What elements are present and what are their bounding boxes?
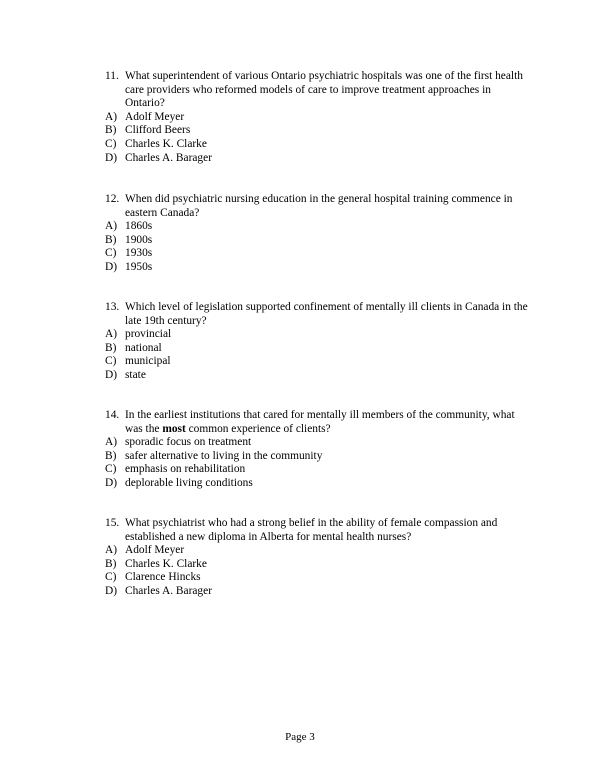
option-letter: B) [105, 449, 117, 462]
answer-option [105, 369, 555, 383]
answer-option [105, 124, 555, 138]
page-number: Page 3 [285, 731, 315, 743]
question-13 [105, 301, 555, 383]
question-text-end: common experience of clients? [185, 422, 331, 435]
option-text: Charles K. Clarke [125, 137, 207, 150]
answer-option [105, 477, 555, 491]
question-number: 11. [105, 70, 119, 82]
question-number: 15. [105, 517, 120, 529]
question-number: 14. [105, 409, 120, 421]
option-text: Adolf Meyer [125, 110, 185, 123]
answer-options [105, 544, 555, 598]
option-letter: A) [105, 220, 118, 233]
option-text: Charles A. Barager [125, 151, 212, 164]
answer-option [105, 261, 555, 275]
option-text: sporadic focus on treatment [125, 436, 252, 449]
option-text: 1930s [125, 247, 153, 260]
option-letter: B) [105, 557, 117, 570]
question-number: 13. [105, 301, 120, 313]
option-text: Clarence Hincks [125, 571, 201, 584]
answer-options [105, 436, 555, 490]
option-letter: D) [105, 584, 118, 597]
option-letter: C) [105, 463, 117, 476]
answer-option [105, 138, 555, 152]
option-text: 1860s [125, 220, 153, 233]
option-letter: C) [105, 355, 117, 368]
emphasis-word: most [162, 422, 186, 435]
answer-option [105, 247, 555, 261]
option-letter: D) [105, 476, 118, 489]
option-text: safer alternative to living in the community [125, 449, 323, 462]
option-letter: B) [105, 124, 117, 137]
option-text: national [125, 341, 162, 354]
option-letter: A) [105, 110, 118, 123]
question-11 [105, 70, 555, 165]
option-text: Clifford Beers [125, 124, 191, 137]
question-14 [105, 409, 555, 491]
option-letter: C) [105, 137, 117, 150]
option-letter: D) [105, 368, 118, 381]
answer-option [105, 436, 555, 450]
answer-option [105, 234, 555, 248]
question-text: What superintendent of various Ontario psychiatric hospitals was one of the first health care providers who reformed models of care to improve treatment approaches in Ontario? [125, 70, 523, 110]
option-text: 1950s [125, 260, 153, 273]
answer-option [105, 571, 555, 585]
answer-option [105, 585, 555, 599]
answer-option [105, 220, 555, 234]
option-text: emphasis on rehabilitation [125, 463, 246, 476]
answer-options [105, 328, 555, 382]
answer-option [105, 558, 555, 572]
question-text: When did psychiatric nursing education in the general hospital training commence in eastern Canada? [125, 193, 513, 219]
question-stem [105, 70, 555, 111]
option-letter: B) [105, 341, 117, 354]
question-text: Which level of legislation supported confinement of mentally ill clients in Canada in the late 19th century? [125, 301, 528, 327]
option-letter: A) [105, 544, 118, 557]
option-text: Charles A. Barager [125, 584, 212, 597]
question-12 [105, 193, 555, 275]
question-number: 12. [105, 193, 120, 205]
option-text: municipal [125, 355, 171, 368]
answer-options [105, 220, 555, 274]
answer-option [105, 544, 555, 558]
question-stem [105, 193, 555, 220]
answer-option [105, 111, 555, 125]
question-text: What psychiatrist who had a strong belief in the ability of female compassion and established a new diploma in Alberta for mental health nurses? [125, 517, 498, 543]
answer-option [105, 152, 555, 166]
question-stem [105, 517, 555, 544]
answer-option [105, 342, 555, 356]
option-text: Adolf Meyer [125, 544, 185, 557]
question-text [125, 409, 555, 436]
option-letter: B) [105, 233, 117, 246]
option-text: Charles K. Clarke [125, 557, 207, 570]
answer-option [105, 450, 555, 464]
question-stem [105, 301, 555, 328]
option-letter: A) [105, 436, 118, 449]
option-text: provincial [125, 328, 172, 341]
option-text: 1900s [125, 233, 153, 246]
option-letter: A) [105, 328, 118, 341]
answer-options [105, 111, 555, 165]
answer-option [105, 463, 555, 477]
question-15 [105, 517, 555, 599]
answer-option [105, 355, 555, 369]
option-letter: D) [105, 260, 118, 273]
answer-option [105, 328, 555, 342]
question-text-start: In the earliest institutions that cared for mentally ill members of the community, what was the [125, 409, 515, 435]
option-text: deplorable living conditions [125, 476, 253, 489]
question-stem [105, 409, 555, 436]
option-letter: C) [105, 247, 117, 260]
option-letter: D) [105, 151, 118, 164]
option-letter: C) [105, 571, 117, 584]
option-text: state [125, 368, 146, 381]
